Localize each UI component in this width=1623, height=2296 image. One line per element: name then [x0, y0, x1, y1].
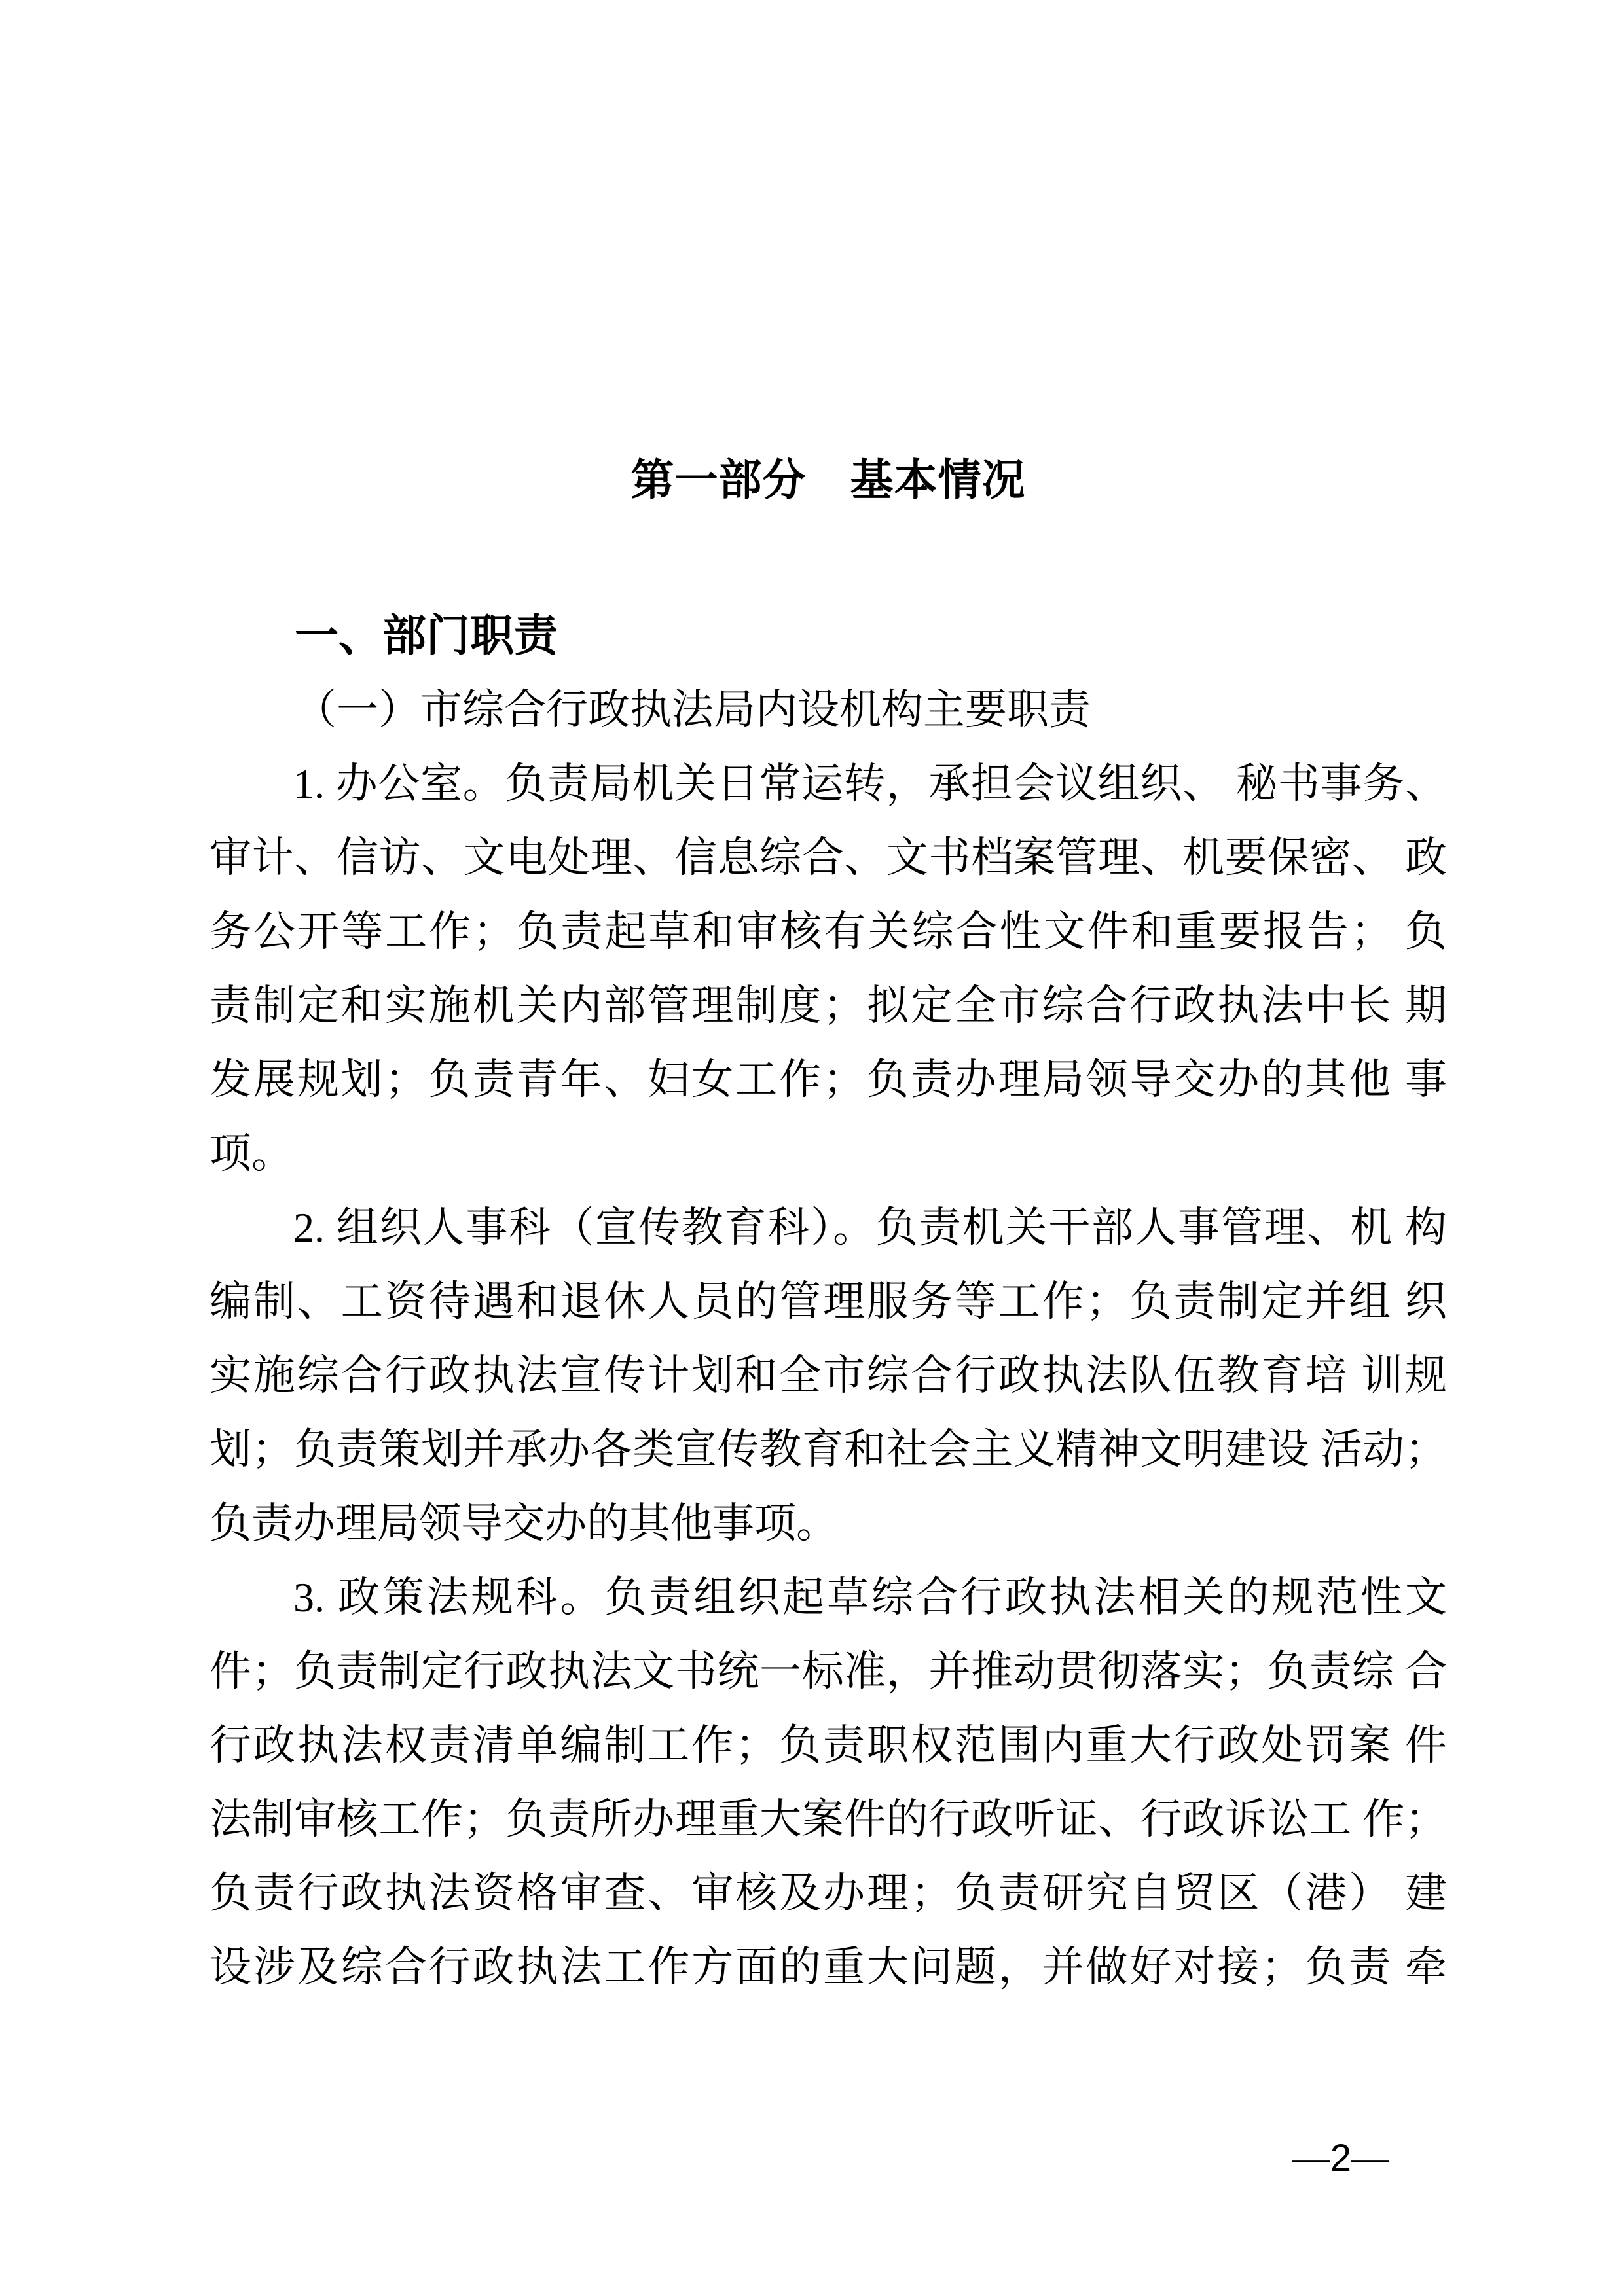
body-line: 发展规划；负责青年、妇女工作；负责办理局领导交办的其他 事 — [210, 1056, 1447, 1103]
body-line: 件；负责制定行政执法文书统一标准，并推动贯彻落实；负责综 合 — [210, 1648, 1447, 1695]
body-line: 划；负责策划并承办各类宣传教育和社会主义精神文明建设 活动； — [210, 1426, 1447, 1473]
document-content — [210, 0, 1447, 2004]
body-line: 审计、信访、文电处理、信息综合、文书档案管理、机要保密、 政 — [210, 834, 1447, 881]
body-line: 负责办理局领导交办的其他事项。 — [210, 1500, 838, 1547]
sub-heading: （一）市综合行政执法局内设机构主要职责 — [295, 687, 1091, 733]
body-line: 实施综合行政执法宣传计划和全市综合行政执法队伍教育培 训规 — [210, 1352, 1447, 1399]
body-line: 行政执法权责清单编制工作；负责职权范围内重大行政处罚案 件 — [210, 1722, 1447, 1768]
body-line: 1. 办公室。负责局机关日常运转，承担会议组织、 秘书事务、 — [293, 761, 1447, 807]
page-number: —2— — [1292, 2137, 1389, 2179]
body-line: 责制定和实施机关内部管理制度；拟定全市综合行政执法中长 期 — [210, 982, 1447, 1029]
body-line: 法制审核工作；负责所办理重大案件的行政听证、行政诉讼工 作； — [210, 1796, 1447, 1842]
body-line: 项。 — [210, 1130, 293, 1177]
section-heading: 一、部门职责 — [295, 611, 558, 660]
body-text — [210, 747, 1447, 2004]
document-title: 第一部分 基本情况 — [630, 456, 1026, 504]
body-line: 2. 组织人事科（宣传教育科）。负责机关干部人事管理、机 构 — [293, 1204, 1447, 1251]
body-line: 务公开等工作；负责起草和审核有关综合性文件和重要报告； 负 — [210, 908, 1447, 955]
body-line: 3. 政策法规科。负责组织起草综合行政执法相关的规范性文 — [293, 1574, 1447, 1621]
body-line: 设涉及综合行政执法工作方面的重大问题，并做好对接；负责 牵 — [210, 1944, 1447, 1990]
body-line: 编制、工资待遇和退休人员的管理服务等工作；负责制定并组 织 — [210, 1278, 1447, 1325]
body-line: 负责行政执法资格审查、审核及办理；负责研究自贸区（港） 建 — [210, 1870, 1447, 1916]
